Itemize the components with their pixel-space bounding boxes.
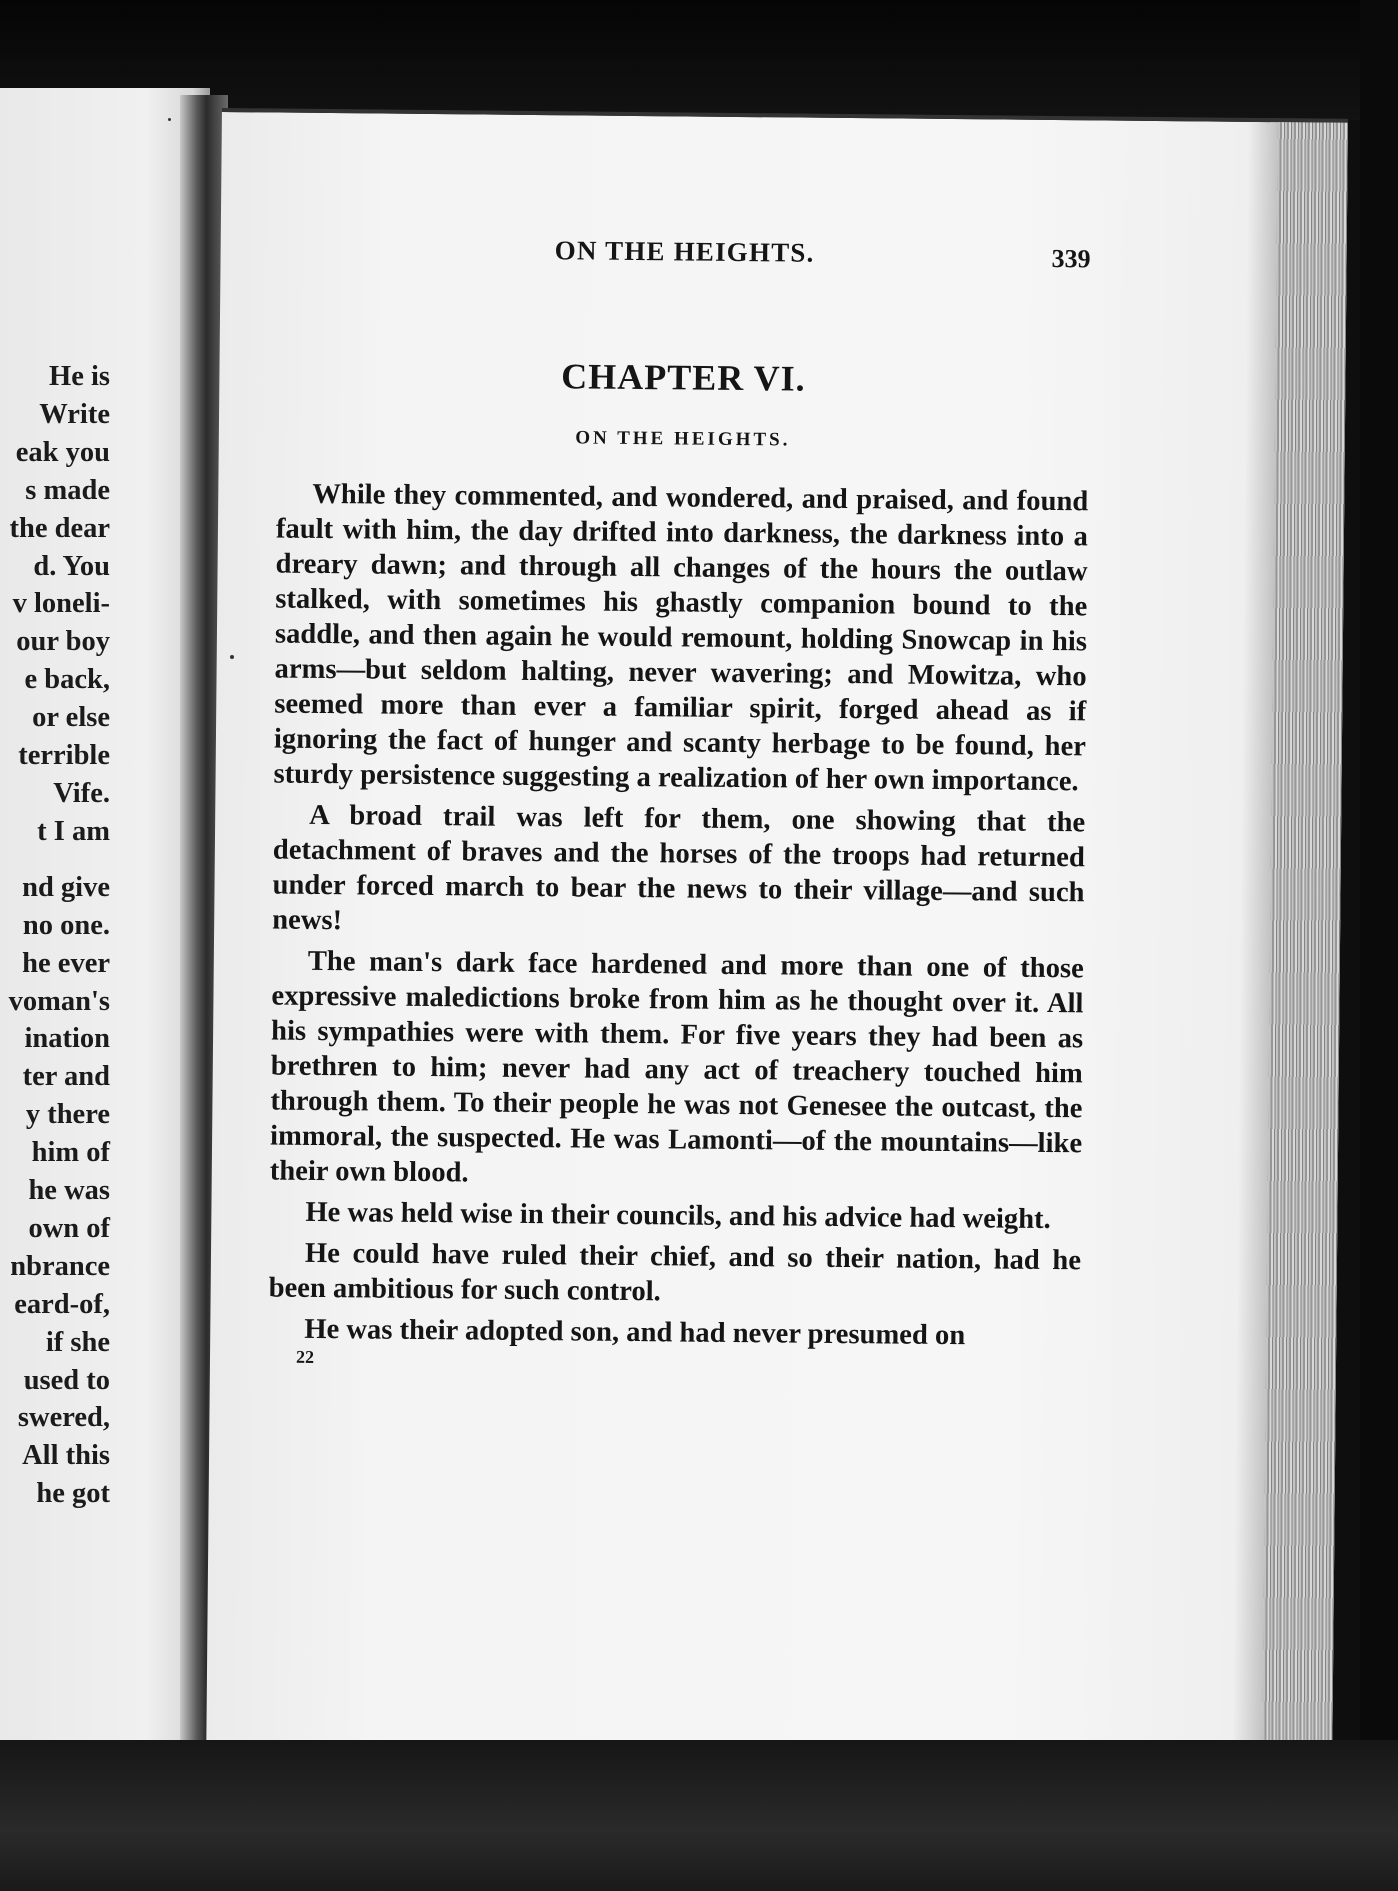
previous-page-line: y there [25,1099,110,1131]
running-head [278,233,1090,291]
previous-page-line: the dear [9,512,110,544]
page-content [268,233,1091,1367]
previous-page [0,88,210,1768]
paragraph: A broad trail was left for them, one showing that the detachment of braves and the horses of the troops had returned under forced march to bear the news to their village—and such news! [272,799,1086,937]
signature-mark [268,1346,1080,1367]
previous-page-line: All this [22,1440,110,1472]
previous-page-line: Write [39,398,110,430]
dust-speck [168,118,171,121]
chapter-subtitle: ON THE HEIGHTS. [575,427,791,451]
previous-page-line: he got [36,1478,110,1510]
chapter-title: CHAPTER VI. [561,356,806,399]
previous-page-line: eard-of, [14,1288,110,1320]
scanner-background-right [1360,0,1398,1891]
previous-page-line: he ever [22,947,110,979]
paragraph: He could have ruled their chief, and so their nation, had he been ambitious for such control. [268,1237,1082,1308]
previous-page-line: own of [28,1212,110,1244]
previous-page-text [0,358,210,1513]
previous-page-line: him of [31,1137,110,1169]
previous-page-line: He is [49,361,110,392]
body-text [268,477,1089,1367]
previous-page-line: eak you [15,436,110,468]
previous-page-line: used to [23,1364,110,1396]
previous-page-line: terrible [18,740,110,772]
running-head-title: ON THE HEIGHTS. [554,235,815,268]
previous-page-line: d. You [33,550,110,582]
previous-page-line: our boy [16,626,110,658]
scanner-background-bottom [0,1740,1398,1891]
previous-page-line: t I am [37,815,110,847]
paragraph: He was their adopted son, and had never presumed on [304,1313,966,1352]
signature-number: 22 [295,1346,315,1367]
previous-page-line: or else [32,702,110,734]
previous-page-line: ination [24,1023,110,1055]
previous-page-line: e back, [24,664,110,696]
page-number: 339 [1051,243,1091,274]
paragraph: While they commented, and wondered, and praised, and found fault with him, the day drifted into darkness, the darkness into a dreary dawn; and through all changes of the hours the outlaw stalked, with sometimes his ghastly companion bound to the saddle, and then again he would remount, holding Snowcap in his arms—but seldom halting, never wavering; and Mowitza, who seemed more than ever a familiar spirit, forged ahead as if ignoring the fact of hunger and scanty herbage to be found, her sturdy persistence suggesting a realization of her own importance. [273,478,1089,798]
previous-page-line: s made [25,474,110,506]
previous-page-line: if she [45,1326,110,1358]
paragraph: The man's dark face hardened and more than one of those expressive maledictions broke from him as he thought over it. All his sympathies were with them. For five years they had been as brethren to him; never had any act of treachery touched him through them. To their people he was not Genesee the outcast, the immoral, the suspected. He was Lamonti—of the mountains—like their own blood. [269,945,1084,1189]
previous-page-line: ter and [22,1061,110,1093]
paragraph: He was held wise in their councils, and his advice had weight. [305,1196,1051,1236]
previous-page-line: nbrance [10,1250,110,1282]
previous-page-line: swered, [17,1402,110,1434]
previous-page-line: v loneli- [12,588,110,620]
page-stack-edge [1262,122,1348,1783]
dust-speck [230,655,234,659]
previous-page-line: voman's [8,985,110,1017]
previous-page-line: he was [28,1175,110,1207]
previous-page-line: Vife. [53,777,110,809]
book-page [206,108,1348,1783]
previous-page-line: nd give [22,871,110,903]
previous-page-line: no one. [22,909,110,941]
